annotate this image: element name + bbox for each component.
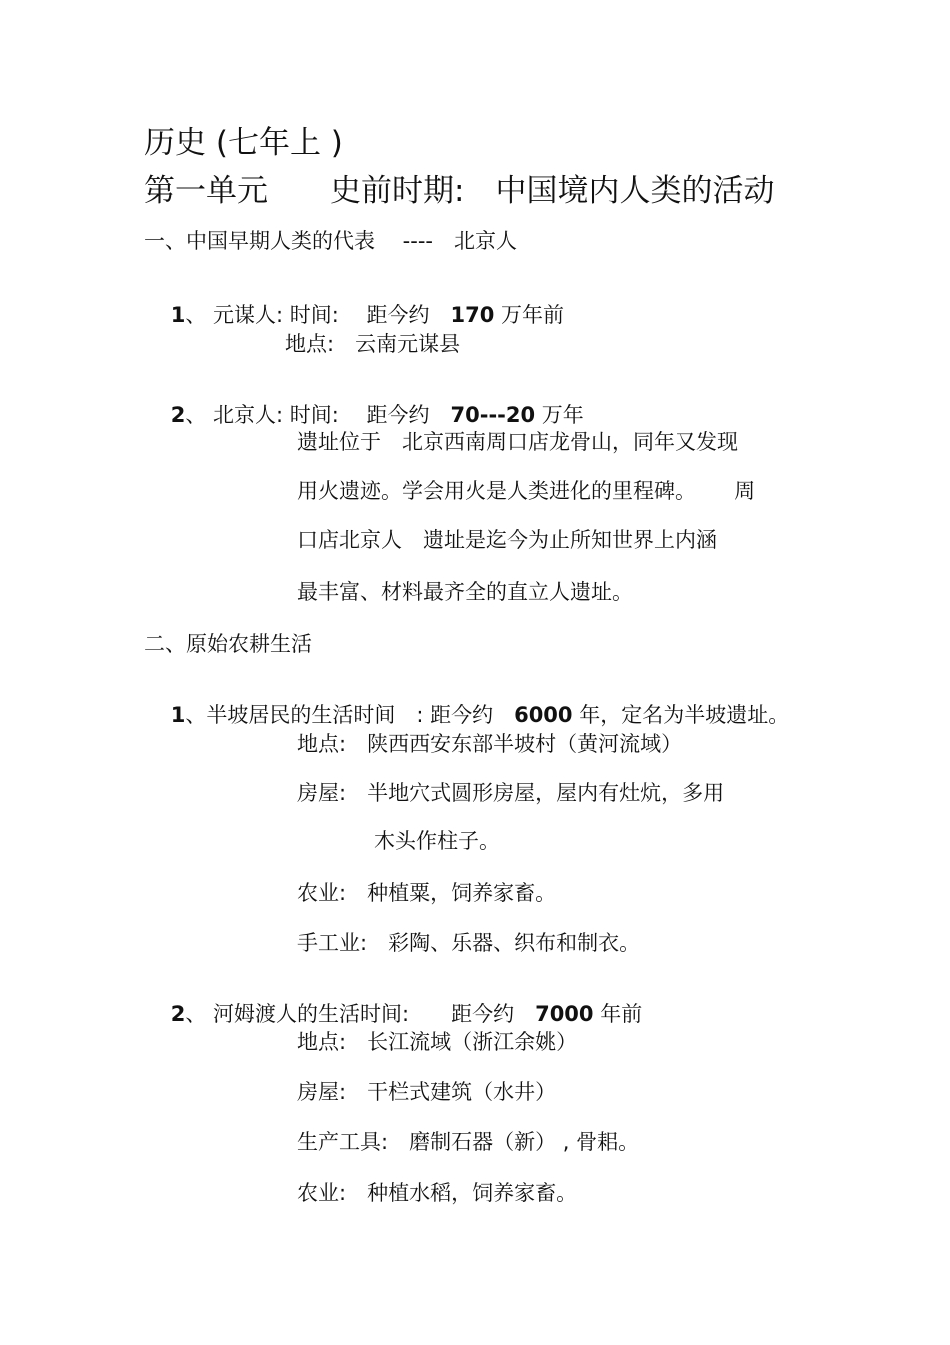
yuanmou-place: 地点: 云南元谋县 (285, 332, 461, 356)
banpo-house: 房屋: 半地穴式圆形房屋，屋内有灶炕，多用 (297, 781, 725, 805)
item-label: 、 北京人: 时间: 距今约 (185, 403, 451, 427)
item-number: 1 (170, 303, 186, 327)
banpo-place: 地点: 陕西西安东部半坡村（黄河流域） (297, 732, 683, 756)
banpo-house-cont: 木头作柱子。 (374, 829, 500, 853)
document-title: 历史 (七年上 ) (144, 125, 343, 161)
section2-heading: 二、原始农耕生活 (144, 632, 312, 656)
hemudu-agriculture: 农业: 种植水稻，饲养家畜。 (297, 1181, 578, 1205)
year-value: 70---20 (450, 403, 536, 427)
year-suffix: 年，定名为半坡遗址。 (572, 703, 790, 727)
hemudu-house: 房屋: 干栏式建筑（水井） (297, 1080, 557, 1104)
item-label: 、半坡居民的生活时间 : 距今约 (185, 703, 515, 727)
year-suffix: 万年 (535, 403, 584, 427)
item-number: 2 (170, 403, 186, 427)
hemudu-place: 地点: 长江流域（浙江余姚） (297, 1030, 578, 1054)
year-suffix: 年前 (593, 1002, 643, 1026)
section1-heading: 一、中国早期人类的代表 ---- 北京人 (144, 229, 517, 253)
beijing-line-4: 最丰富、材料最齐全的直立人遗址。 (297, 580, 633, 604)
beijing-line-3: 口店北京人 遗址是迄今为止所知世界上内涵 (297, 528, 717, 552)
year-value: 7000 (535, 1002, 594, 1026)
item-label: 、 河姆渡人的生活时间: 距今约 (185, 1002, 536, 1026)
beijing-line-2: 用火遗迹。学会用火是人类进化的里程碑。 周 (297, 479, 756, 503)
beijing-line-1: 遗址位于 北京西南周口店龙骨山，同年又发现 (297, 430, 738, 454)
hemudu-tools: 生产工具: 磨制石器（新） , 骨耜。 (297, 1130, 640, 1154)
unit-title: 第一单元 史前时期: 中国境内人类的活动 (144, 173, 775, 209)
item-label: 、 元谋人: 时间: 距今约 (185, 303, 451, 327)
banpo-handicraft: 手工业: 彩陶、乐器、织布和制衣。 (297, 931, 641, 955)
item-number: 2 (170, 1002, 186, 1026)
year-suffix: 万年前 (494, 303, 565, 327)
year-value: 6000 (514, 703, 573, 727)
banpo-agriculture: 农业: 种植粟，饲养家畜。 (297, 881, 557, 905)
year-value: 170 (450, 303, 495, 327)
item-number: 1 (170, 703, 186, 727)
